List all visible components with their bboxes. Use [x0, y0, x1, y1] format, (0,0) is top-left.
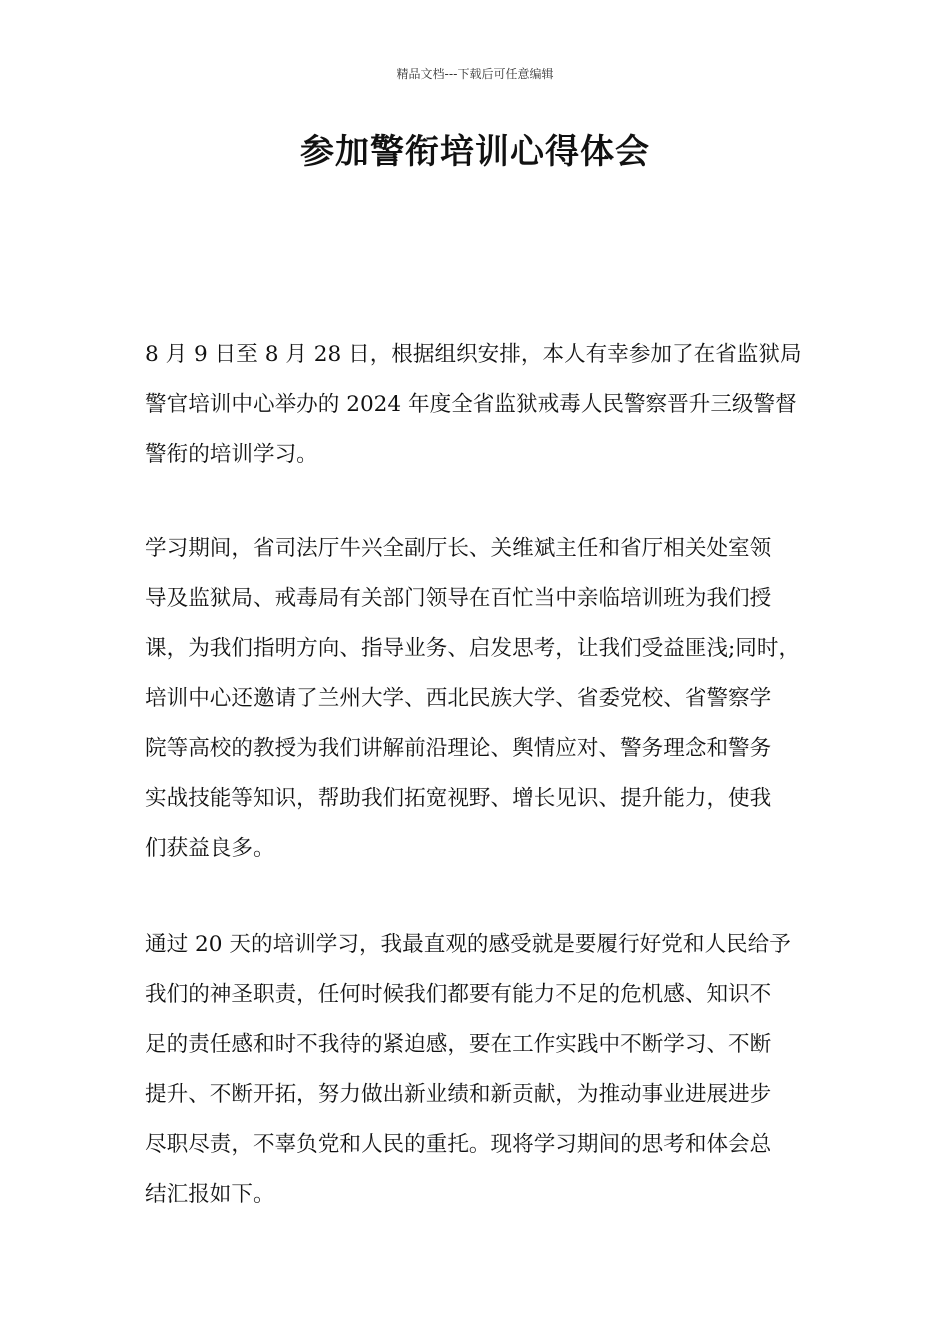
paragraph-line: 足的责任感和时不我待的紧迫感，要在工作实践中不断学习、不断 [145, 1032, 772, 1057]
paragraph [145, 524, 813, 874]
paragraph-line: 警官培训中心举办的 2024 年度全省监狱戒毒人民警察晋升三级警督 [145, 392, 797, 417]
paragraph-line: 实战技能等知识，帮助我们拓宽视野、增长见识、提升能力，使我 [145, 786, 772, 811]
header-note: 精品文档---下载后可任意编辑 [396, 67, 554, 81]
paragraph-line: 尽职尽责，不辜负党和人民的重托。现将学习期间的思考和体会总 [145, 1132, 772, 1157]
paragraph-line: 我们的神圣职责，任何时候我们都要有能力不足的危机感、知识不 [145, 982, 772, 1007]
paragraph-line: 通过 20 天的培训学习，我最直观的感受就是要履行好党和人民给予 [145, 932, 791, 957]
paragraph-line: 导及监狱局、戒毒局有关部门领导在百忙当中亲临培训班为我们授 [145, 586, 772, 611]
paragraph-line: 结汇报如下。 [145, 1182, 275, 1207]
paragraph-line: 院等高校的教授为我们讲解前沿理论、舆情应对、警务理念和警务 [145, 736, 772, 761]
paragraph [145, 920, 813, 1220]
paragraph-line: 提升、不断开拓，努力做出新业绩和新贡献，为推动事业进展进步 [145, 1082, 772, 1107]
paragraph-line: 学习期间，省司法厅牛兴全副厅长、关维斌主任和省厅相关处室领 [145, 536, 772, 561]
paragraph-line: 警衔的培训学习。 [145, 442, 318, 467]
paragraph [145, 330, 813, 480]
page-title: 参加警衔培训心得体会 [300, 132, 650, 172]
paragraph-line: 8 月 9 日至 8 月 28 日，根据组织安排，本人有幸参加了在省监狱局 [145, 342, 802, 367]
paragraph-line: 课，为我们指明方向、指导业务、启发思考，让我们受益匪浅;同时， [145, 636, 801, 661]
paragraph-line: 们获益良多。 [145, 836, 275, 861]
paragraph-line: 培训中心还邀请了兰州大学、西北民族大学、省委党校、省警察学 [145, 686, 772, 711]
